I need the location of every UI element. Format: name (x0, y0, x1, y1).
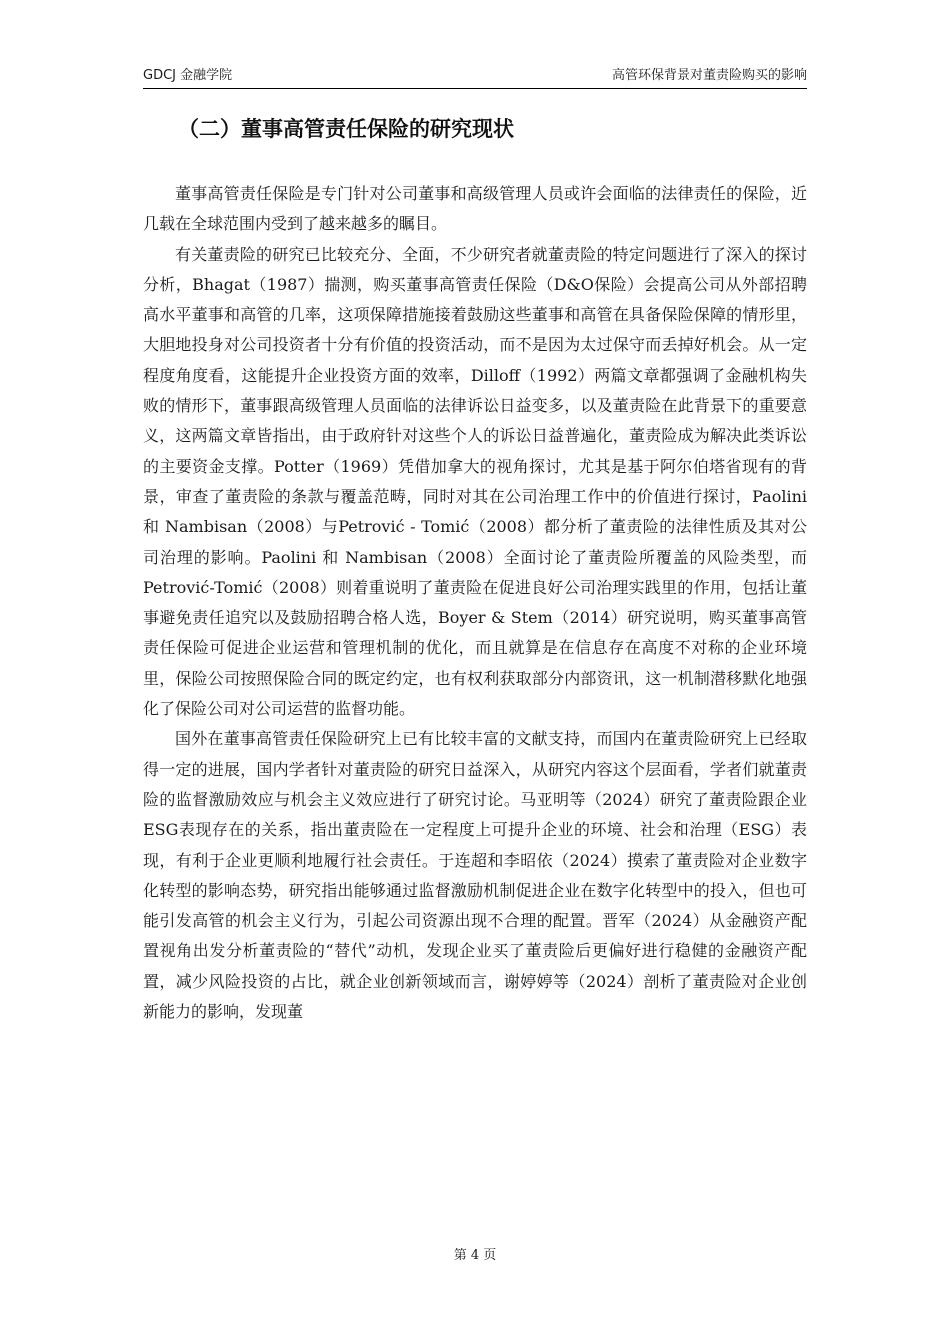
page-header (143, 66, 807, 89)
page-number: 第 4 页 (453, 1248, 497, 1263)
section-heading: （二）董事高管责任保险的研究现状 (178, 117, 514, 141)
paragraph-2: 有关董责险的研究已比较充分、全面，不少研究者就董责险的特定问题进行了深入的探讨分析，Bhagat（1987）揣测，购买董事高管责任保险（D&O保险）会提高公司从外部招聘高水平董事和高管的几率，这项保障措施接着鼓励这些董事和高管在具备保险保障的情形里，大胆地投身对公司投资者十分有价值的投资活动，而不是因为太过保守而丢掉好机会。从一定程度角度看，这能提升企业投资方面的效率，Dilloff（1992）两篇文章都强调了金融机构失败的情形下，董事跟高级管理人员面临的法律诉讼日益变多，以及董责险在此背景下的重要意义，这两篇文章皆指出，由于政府针对这些个人的诉讼日益普遍化，董责险成为解决此类诉讼的主要资金支撑。Potter（1969）凭借加拿大的视角探讨，尤其是基于阿尔伯塔省现有的背景，审查了董责险的条款与覆盖范畴，同时对其在公司治理工作中的价值进行探讨，Paolini 和 Nambisan（2008）与Petrović - Tomić（2008）都分析了董责险的法律性质及其对公司治理的影响。Paolini 和 Nambisan（2008）全面讨论了董责险所覆盖的风险类型，而Petrović-Tomić（2008）则着重说明了董责险在促进良好公司治理实践里的作用，包括让董事避免责任追究以及鼓励招聘合格人选，Boyer & Stem（2014）研究说明，购买董事高管责任保险可促进企业运营和管理机制的优化，而且就算是在信息存在高度不对称的企业环境里，保险公司按照保险合同的既定约定，也有权利获取部分内部资讯，这一机制潜移默化地强化了保险公司对公司运营的监督功能。 (143, 244, 807, 719)
paragraph-1: 董事高管责任保险是专门针对公司董事和高级管理人员或许会面临的法律责任的保险，近几载在全球范围内受到了越来越多的瞩目。 (143, 184, 807, 234)
header-thesis-title: 高管环保背景对董责险购买的影响 (611, 68, 807, 83)
paragraph-3: 国外在董事高管责任保险研究上已有比较丰富的文献支持，而国内在董责险研究上已经取得一定的进展，国内学者针对董责险的研究日益深入，从研究内容这个层面看，学者们就董责险的监督激励效应与机会主义效应进行了研究讨论。马亚明等（2024）研究了董责险跟企业ESG表现存在的关系，指出董责险在一定程度上可提升企业的环境、社会和治理（ESG）表现，有利于企业更顺利地履行社会责任。于连超和李昭依（2024）摸索了董责险对企业数字化转型的影响态势，研究指出能够通过监督激励机制促进企业在数字化转型中的投入，但也可能引发高管的机会主义行为，引起公司资源出现不合理的配置。晋军（2024）从金融资产配置视角出发分析董责险的“替代”动机，发现企业买了董责险后更偏好进行稳健的金融资产配置，减少风险投资的占比，就企业创新领域而言，谢婷婷等（2024）剖析了董责险对企业创新能力的影响，发现董 (143, 729, 807, 1022)
body-text (143, 179, 807, 1027)
header-institution: GDCJ 金融学院 (143, 68, 233, 83)
